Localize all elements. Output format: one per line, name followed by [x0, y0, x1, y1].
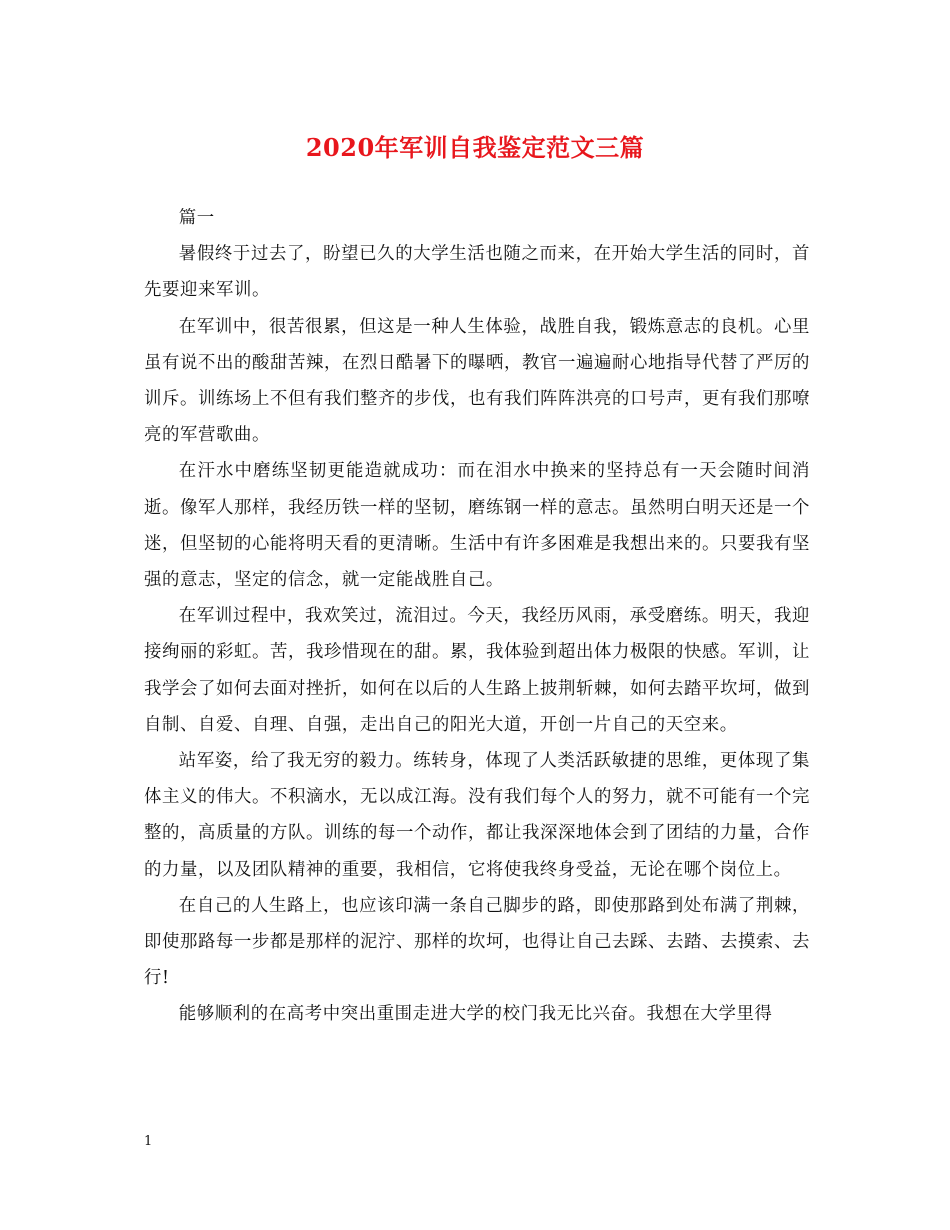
paragraph: 能够顺利的在高考中突出重围走进大学的校门我无比兴奋。我想在大学里得 — [178, 1004, 773, 1025]
paragraph: 在自己的人生路上，也应该印满一条自己脚步的路，即使那路到处布满了荆棘，即使那路每一步都是那样的泥泞、那样的坎坷，也得让自己去踩、去踏、去摸索、去行! — [144, 895, 810, 989]
paragraph: 在军训过程中，我欢笑过，流泪过。今天，我经历风雨，承受磨练。明天，我迎接绚丽的彩虹。苦，我珍惜现在的甜。累，我体验到超出体力极限的快感。军训，让我学会了如何去面对挫折，如何在以后的人生路上披荆斩棘，如何去踏平坎坷，做到自制、自爱、自理、自强，走出自己的阳光大道，开创一片自己的天空来。 — [144, 606, 810, 735]
page-number: 1 — [144, 1134, 153, 1149]
paragraph: 在汗水中磨练坚韧更能造就成功：而在泪水中换来的坚持总有一天会随时间消逝。像军人那样，我经历铁一样的坚韧，磨练钢一样的意志。虽然明白明天还是一个迷，但坚韧的心能将明天看的更清晰。生活中有许多困难是我想出来的。只要我有坚强的意志，坚定的信念，就一定能战胜自己。 — [144, 461, 810, 591]
paragraph: 站军姿，给了我无穷的毅力。练转身，体现了人类活跃敏捷的思维，更体现了集体主义的伟大。不积滴水，无以成江海。没有我们每个人的努力，就不可能有一个完整的，高质量的方队。训练的每一个动作，都让我深深地体会到了团结的力量，合作的力量，以及团队精神的重要，我相信，它将使我终身受益，无论在哪个岗位上。 — [144, 751, 810, 880]
paragraph: 在军训中，很苦很累，但这是一种人生体验，战胜自我，锻炼意志的良机。心里虽有说不出的酸甜苦辣，在烈日酷暑下的曝晒，教官一遍遍耐心地指导代替了严厉的训斥。训练场上不但有我们整齐的步伐，也有我们阵阵洪亮的口号声，更有我们那嘹亮的军营歌曲。 — [144, 316, 810, 446]
document-body — [144, 200, 810, 1033]
section-heading: 篇一 — [178, 208, 215, 228]
document-title: 2020年军训自我鉴定范文三篇 — [305, 133, 645, 162]
paragraph: 暑假终于过去了，盼望已久的大学生活也随之而来，在开始大学生活的同时，首先要迎来军训。 — [144, 244, 810, 301]
